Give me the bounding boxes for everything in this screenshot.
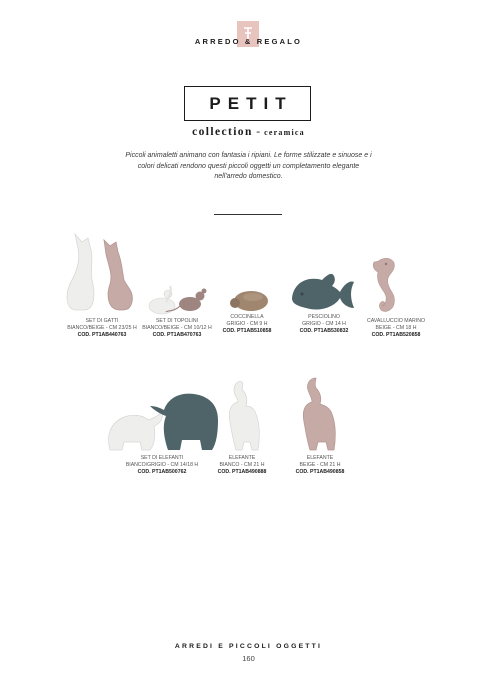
product-name: SET DI ELEFANTI (140, 455, 184, 461)
product-code: COD. PT1AB530832 (299, 328, 349, 335)
product-code: COD. PT1AB500762 (137, 469, 187, 476)
product-code: COD. PT1AB510858 (222, 328, 272, 335)
product-name: SET DI TOPOLINI (155, 318, 199, 324)
intro-paragraph: Piccoli animaletti animano con fantasia i ripiani. Le forme stilizzate e sinuose e i colori delicati rendono questi piccoli oggetti un completamento elegante nell'arredo domestico. (125, 152, 372, 181)
product-code: COD. PT1AB490858 (295, 469, 345, 476)
white-elephant-figurine-icon (226, 378, 262, 457)
product-name: PESCIOLINO (308, 314, 340, 320)
product-code: COD. PT1AB470763 (152, 332, 202, 339)
collection-title-box (184, 86, 311, 121)
mice-figurine-icon (144, 282, 210, 321)
product-desc: BIANCO/BEIGE - CM 10/12 H (142, 325, 212, 332)
product-code: COD. PT1AB490888 (217, 469, 267, 476)
page-number: 160 (242, 654, 255, 663)
page-title: PETIT (209, 93, 293, 113)
beige-elephant-figurine-icon (298, 376, 340, 457)
product-code: COD. PT1AB440763 (77, 332, 127, 339)
footer-section-title: ARREDI E PICCOLI OGGETTI (174, 643, 323, 650)
elephants-figurine-icon (104, 388, 222, 459)
subtitle-main: collection (192, 126, 253, 138)
collection-subtitle (0, 126, 497, 138)
product-desc: BEIGE - CM 21 H (299, 462, 341, 469)
subtitle-separator: - (256, 126, 261, 138)
product-caption (117, 455, 207, 477)
product-desc: GRIGIO - CM 14 H (302, 321, 346, 328)
product-caption (197, 455, 287, 477)
product-desc: BIANCO/BEIGE - CM 23/25 H (67, 325, 137, 332)
product-desc: BIANCO/GRIGIO - CM 14/18 H (125, 462, 199, 469)
ladybug-figurine-icon (229, 286, 269, 317)
subtitle-material: ceramica (264, 128, 305, 137)
product-name: COCCINELLA (230, 314, 264, 320)
product-desc: BIANCO - CM 21 H (219, 462, 265, 469)
brand-name: ARREDO & REGALO (194, 37, 303, 46)
product-desc: BEIGE - CM 18 H (375, 325, 417, 332)
product-caption (351, 318, 441, 340)
divider (214, 214, 282, 215)
cats-figurine-icon (60, 224, 142, 319)
product-desc: GRIGIO - CM 9 H (226, 321, 268, 328)
product-name: ELEFANTE (228, 455, 256, 461)
product-name: SET DI GATTI (85, 318, 119, 324)
seahorse-figurine-icon (370, 254, 404, 321)
product-name: CAVALLUCCIO MARINO (366, 318, 426, 324)
product-caption (275, 455, 365, 477)
product-name: ELEFANTE (306, 455, 334, 461)
product-code: COD. PT1AB520858 (371, 332, 421, 339)
